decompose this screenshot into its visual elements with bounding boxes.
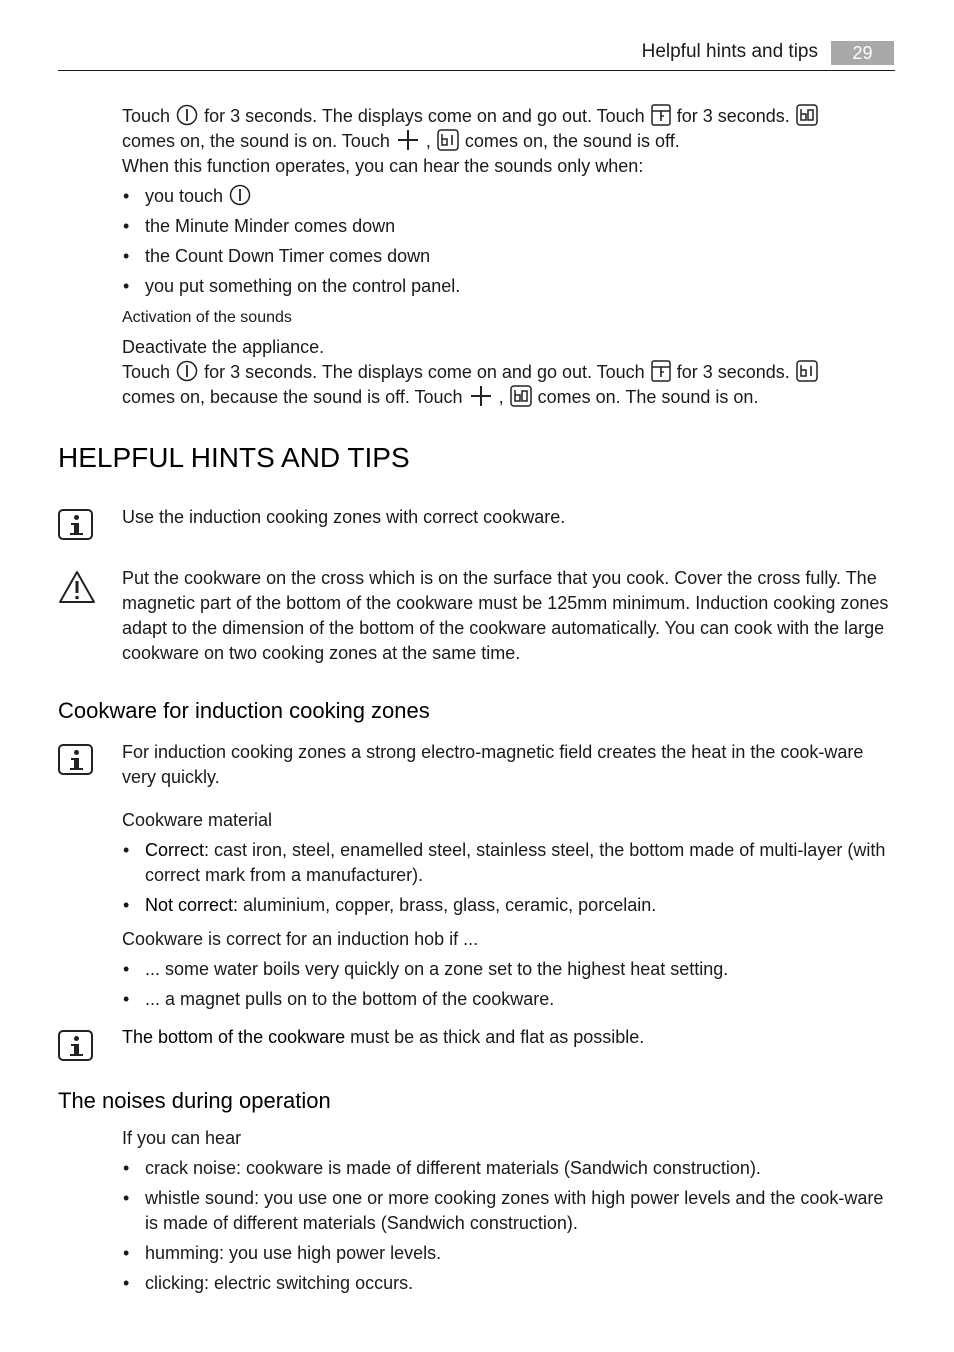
list-item	[122, 838, 894, 888]
list-item: • humming: you use high power levels.	[122, 1241, 894, 1266]
text: for 3 seconds. The displays come on and go out. Touch	[204, 106, 645, 126]
text: for 3 seconds. The displays come on and go out. Touch	[204, 362, 645, 382]
info-note	[122, 1025, 894, 1050]
text: Deactivate the appliance.	[122, 337, 325, 357]
key-lock-icon	[651, 104, 671, 126]
text: for 3 seconds.	[676, 106, 790, 126]
text: comes on, the sound is on. Touch	[122, 131, 390, 151]
info-icon	[58, 509, 93, 540]
display-b0-icon	[510, 385, 532, 407]
sounds-off-paragraph	[122, 104, 894, 179]
text: for 3 seconds.	[676, 362, 790, 382]
text: ,	[498, 387, 504, 407]
text: you touch	[145, 186, 224, 206]
section-heading: HELPFUL HINTS AND TIPS	[58, 442, 410, 473]
label: Correct:	[145, 840, 210, 860]
text: aluminium, copper, brass, glass, ceramic, porcelain.	[243, 895, 657, 915]
subsection-heading: The noises during operation	[58, 1088, 331, 1113]
cookware-material-list	[122, 838, 894, 923]
list-item: • crack noise: cookware is made of different materials (Sandwich construction).	[122, 1156, 894, 1181]
list-item: • you put something on the control panel.	[122, 274, 894, 299]
plus-icon	[469, 385, 493, 407]
sound-conditions-list	[122, 184, 894, 304]
text: Touch	[122, 362, 171, 382]
list-item: • whistle sound: you use one or more cooking zones with high power levels and the cook-ware is made of different materials (Sandwich construction).	[122, 1186, 894, 1236]
cookware-check-title: Cookware is correct for an induction hob if ...	[122, 929, 479, 949]
list-item: • ... a magnet pulls on to the bottom of the cookware.	[122, 987, 894, 1012]
label: The bottom of the cookware	[122, 1027, 346, 1047]
noises-list	[122, 1156, 894, 1301]
info-icon	[58, 1030, 93, 1061]
plus-icon	[396, 129, 420, 151]
text: must be as thick and flat as possible.	[350, 1027, 645, 1047]
list-item: • clicking: electric switching occurs.	[122, 1271, 894, 1296]
list-item: • ... some water boils very quickly on a zone set to the highest heat setting.	[122, 957, 894, 982]
text: comes on, because the sound is off. Touch	[122, 387, 463, 407]
power-on-off-icon	[176, 360, 198, 382]
sounds-on-paragraph	[122, 335, 894, 410]
header-rule	[58, 70, 895, 71]
text: comes on, the sound is off.	[464, 131, 680, 151]
list-item: • the Minute Minder comes down	[122, 214, 894, 239]
display-b1-icon	[437, 129, 459, 151]
noises-intro: If you can hear	[122, 1128, 242, 1148]
text: comes on. The sound is on.	[537, 387, 759, 407]
text: When this function operates, you can hear the sounds only when:	[122, 156, 644, 176]
cookware-check-list	[122, 957, 894, 1017]
display-b0-icon	[796, 104, 818, 126]
text: ,	[425, 131, 431, 151]
section-caption: Activation of the sounds	[122, 309, 292, 326]
info-note: For induction cooking zones a strong electro-magnetic field creates the heat in the cook-ware very quickly.	[122, 742, 864, 787]
warning-icon	[58, 570, 96, 604]
display-b1-icon	[796, 360, 818, 382]
running-header: Helpful hints and tips	[641, 41, 818, 62]
list-item: • the Count Down Timer comes down	[122, 244, 894, 269]
power-on-off-icon	[176, 104, 198, 126]
text: cast iron, steel, enamelled steel, stainless steel, the bottom made of multi-layer (with correct mark from a manufacturer).	[145, 840, 886, 885]
key-lock-icon	[651, 360, 671, 382]
cookware-material-title: Cookware material	[122, 810, 273, 830]
subsection-heading: Cookware for induction cooking zones	[58, 698, 430, 723]
page-number: 29	[831, 41, 894, 65]
list-item	[122, 184, 894, 209]
info-icon	[58, 744, 93, 775]
list-item	[122, 893, 894, 918]
warning-note: Put the cookware on the cross which is on the surface that you cook. Cover the cross fully. The magnetic part of the bottom of the cookware must be 125mm minimum. Induction cooking zones adapt to the dimension of the bottom of the cookware automatically. You can cook with the large cookware on two cooking zones at the same time.	[122, 568, 889, 663]
power-on-off-icon	[229, 184, 251, 206]
info-note: Use the induction cooking zones with correct cookware.	[122, 507, 566, 527]
text: Touch	[122, 106, 171, 126]
label: Not correct:	[145, 895, 239, 915]
